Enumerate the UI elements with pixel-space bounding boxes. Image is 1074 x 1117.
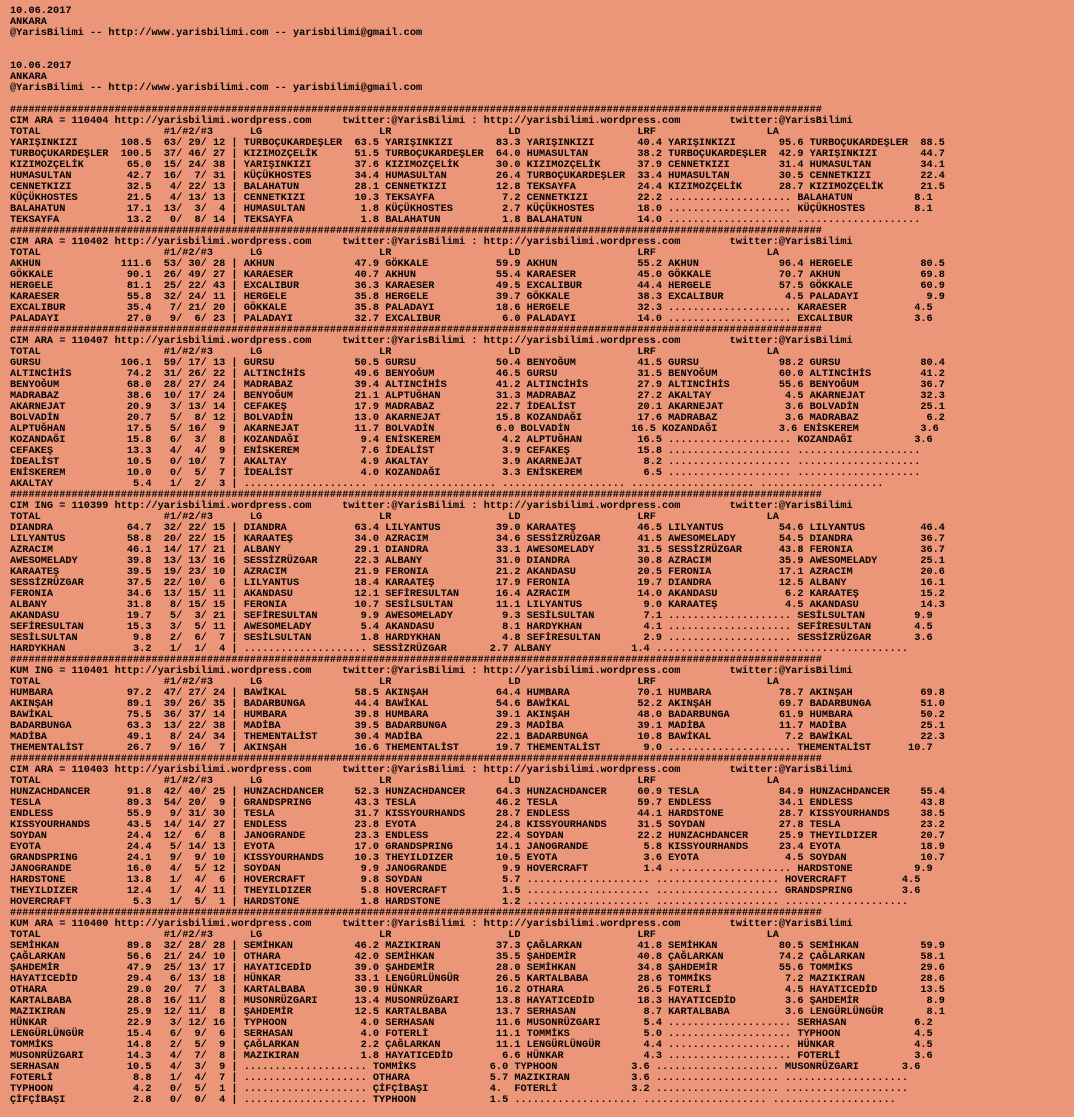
text-line: @YarisBilimi -- http://www.yarisbilimi.com -- yarisbilimi@gmail.com — [10, 82, 423, 94]
text-line: BENYOĞUM 68.0 28/ 27/ 24 | MADRABAZ 39.4 ALTINCİHİS 41.2 ALTINCİHİS 27.9 ALTINCİHİS 55.6 BENYOĞUM 36.7 — [10, 379, 945, 391]
text-line: CIM ING = 110399 http://yarisbilimi.wordpress.com twitter:@YarisBilimi : http://yarisbilimi.wordpress.com twitter:@YarisBilimi — [10, 500, 853, 512]
text-line: TURBOÇUKARDEŞLER 100.5 37/ 46/ 27 | KIZIMOZÇELİK 51.5 TURBOÇUKARDEŞLER 64.0 HUMASULTAN 38.2 TURBOÇUKARDEŞLER 42.9 YARIŞINKIZI 44.7 — [10, 148, 945, 160]
text-line: SESİLSULTAN 9.8 2/ 6/ 7 | SESİLSULTAN 1.8 HARDYKHAN 4.8 SEFİRESULTAN 2.9 .................... SESSİZRÜZGAR 3.6 — [10, 632, 933, 644]
text-line: EXCALIBUR 35.4 7/ 21/ 20 | GÖKKALE 35.8 PALADAYI 18.6 HERGELE 32.3 .................... KARAESER 4.5 — [10, 302, 933, 314]
text-line: GÖKKALE 90.1 26/ 49/ 27 | KARAESER 40.7 AKHUN 55.4 KARAESER 45.0 GÖKKALE 70.7 AKHUN 69.8 — [10, 269, 945, 281]
text-line: TEKSAYFA 13.2 0/ 8/ 14 | TEKSAYFA 1.8 BALAHATUN 1.8 BALAHATUN 14.0 .................... .................... — [10, 214, 921, 226]
text-line: MAZIKIRAN 25.9 12/ 11/ 8 | ŞAHDEMİR 12.5 KARTALBABA 13.7 SERHASAN 8.7 KARTALBABA 3.6 LENGÜRLÜNGÜR 8.1 — [10, 1006, 945, 1018]
separator-line: #################################################################################################################################### — [10, 104, 822, 116]
text-line: AKINŞAH 89.1 39/ 26/ 35 | BADARBUNGA 44.4 BAWİKAL 54.6 BAWİKAL 52.2 AKINŞAH 69.7 BADARBUNGA 51.0 — [10, 698, 945, 710]
blank-line — [10, 50, 945, 61]
text-line: JANOGRANDE 16.0 4/ 5/ 12 | SOYDAN 9.9 JANOGRANDE 9.9 HOVERCRAFT 1.4 .................... HARDSTONE 9.9 — [10, 863, 933, 875]
text-line: MADİBA 49.1 8/ 24/ 34 | THEMENTALİST 30.4 MADİBA 22.1 BADARBUNGA 10.8 BAWİKAL 7.2 BAWİKAL 22.3 — [10, 731, 945, 743]
text-line: HARDSTONE 13.8 1/ 4/ 6 | HOVERCRAFT 9.8 SOYDAN 5.7 .................... .................... HOVERCRAFT 4.5 — [10, 874, 921, 886]
text-line: YARIŞINKIZI 108.5 63/ 29/ 12 | TURBOÇUKARDEŞLER 63.5 YARIŞINKIZI 83.3 YARIŞINKIZI 40.4 YARIŞINKIZI 95.6 TURBOÇUKARDEŞLER 88.5 — [10, 137, 945, 149]
text-line: AKHUN 111.6 53/ 30/ 28 | AKHUN 47.9 GÖKKALE 59.9 AKHUN 55.2 AKHUN 96.4 HERGELE 80.5 — [10, 258, 945, 270]
text-line: KARAESER 55.8 32/ 24/ 11 | HERGELE 35.8 HERGELE 39.7 GÖKKALE 38.3 EXCALIBUR 4.5 PALADAYI 9.9 — [10, 291, 945, 303]
text-line: ANKARA — [10, 16, 47, 28]
text-line: THEYILDIZER 12.4 1/ 4/ 11 | THEYILDIZER 5.8 HOVERCRAFT 1.5 .................... .................... GRANDSPRING 3.6 — [10, 885, 921, 897]
text-line: ALTINCİHİS 74.2 31/ 26/ 22 | ALTINCİHİS 49.6 BENYOĞUM 46.5 GURSU 31.5 BENYOĞUM 60.0 ALTINCİHİS 41.2 — [10, 368, 945, 380]
text-line: KARAATEŞ 39.5 19/ 23/ 10 | AZRACIM 21.9 FERONIA 21.2 AKANDASU 20.5 FERONIA 17.1 AZRACIM 20.6 — [10, 566, 945, 578]
text-line: OTHARA 29.0 20/ 7/ 3 | KARTALBABA 30.9 HÜNKAR 16.2 OTHARA 26.5 FOTERLİ 4.5 HAYATICEDİD 13.5 — [10, 984, 945, 996]
text-line: HARDYKHAN 3.2 1/ 1/ 4 | .................... SESSİZRÜZGAR 2.7 ALBANY 1.4 .................... .................... — [10, 643, 909, 655]
text-line: CEFAKEŞ 13.3 4/ 4/ 9 | ENİSKEREM 7.6 İDEALİST 3.9 CEFAKEŞ 15.8 .................... .................... — [10, 445, 921, 457]
text-line: ALBANY 31.8 8/ 15/ 15 | FERONIA 10.7 SESİLSULTAN 11.1 LILYANTUS 9.0 KARAATEŞ 4.5 AKANDASU 14.3 — [10, 599, 945, 611]
text-line: SOYDAN 24.4 12/ 6/ 8 | JANOGRANDE 23.3 ENDLESS 22.4 SOYDAN 22.2 HUNZACHDANCER 25.9 THEYILDIZER 20.7 — [10, 830, 945, 842]
text-line: TOTAL #1/#2/#3 LG LR LD LRF LA — [10, 676, 779, 688]
text-line: TYPHOON 4.2 0/ 5/ 1 | .................... ÇİFÇİBAŞI 4. FOTERLİ 3.2 .................... .................... — [10, 1083, 909, 1095]
text-line: KUM ING = 110401 http://yarisbilimi.wordpress.com twitter:@YarisBilimi : http://yarisbilimi.wordpress.com twitter:@YarisBilimi — [10, 665, 853, 677]
text-line: CIM ARA = 110403 http://yarisbilimi.wordpress.com twitter:@YarisBilimi : http://yarisbilimi.wordpress.com twitter:@YarisBilimi — [10, 764, 853, 776]
text-line: KARTALBABA 28.8 16/ 11/ 8 | MUSONRÜZGARI 13.4 MUSONRÜZGARI 13.8 HAYATICEDİD 18.3 HAYATICEDİD 3.6 ŞAHDEMİR 8.9 — [10, 995, 945, 1007]
separator-line: #################################################################################################################################### — [10, 907, 822, 919]
text-line: PALADAYI 27.0 9/ 6/ 23 | PALADAYI 32.7 EXCALIBUR 6.0 PALADAYI 14.0 .................... EXCALIBUR 3.6 — [10, 313, 933, 325]
text-line: GURSU 106.1 59/ 17/ 13 | GURSU 50.5 GURSU 50.4 BENYOĞUM 41.5 GURSU 98.2 GURSU 80.4 — [10, 357, 945, 369]
text-line: BOLVADİN 20.7 5/ 8/ 12 | BOLVADİN 13.0 AKARNEJAT 15.8 KOZANDAĞI 17.6 MADRABAZ 3.6 MADRABAZ 6.2 — [10, 412, 945, 424]
text-line: CENNETKIZI 32.5 4/ 22/ 13 | BALAHATUN 28.1 CENNETKIZI 12.8 TEKSAYFA 24.4 KIZIMOZÇELİK 28.7 KIZIMOZÇELİK 21.5 — [10, 181, 945, 193]
text-line: KUM ARA = 110400 http://yarisbilimi.wordpress.com twitter:@YarisBilimi : http://yarisbilimi.wordpress.com twitter:@YarisBilimi — [10, 918, 853, 930]
text-line: BADARBUNGA 63.3 13/ 22/ 38 | MADİBA 39.5 BADARBUNGA 29.3 MADİBA 39.1 MADİBA 11.7 MADİBA 25.1 — [10, 720, 945, 732]
text-line: TOTAL #1/#2/#3 LG LR LD LRF LA — [10, 511, 779, 523]
text-line: THEMENTALİST 26.7 9/ 16/ 7 | AKINŞAH 16.6 THEMENTALİST 19.7 THEMENTALİST 9.0 .................... THEMENTALİST 10.7 — [10, 742, 933, 754]
text-line: LILYANTUS 58.8 20/ 22/ 15 | KARAATEŞ 34.0 AZRACIM 34.6 SESSİZRÜZGAR 41.5 AWESOMELADY 54.5 DIANDRA 36.7 — [10, 533, 945, 545]
text-line: ENİSKEREM 10.0 0/ 5/ 7 | İDEALİST 4.0 KOZANDAĞI 3.3 ENİSKEREM 6.5 .................... .................... — [10, 467, 921, 479]
text-line: HAYATICEDİD 29.4 6/ 13/ 18 | HÜNKAR 33.1 LENGÜRLÜNGÜR 26.5 KARTALBABA 28.6 TOMMİKS 7.2 MAZIKIRAN 28.6 — [10, 973, 945, 985]
text-line: İDEALİST 10.5 0/ 10/ 7 | AKALTAY 4.9 AKALTAY 3.9 AKARNEJAT 8.2 .................... .................... — [10, 456, 921, 468]
text-line: EYOTA 24.4 5/ 14/ 13 | EYOTA 17.0 GRANDSPRING 14.1 JANOGRANDE 5.8 KISSYOURHANDS 23.4 EYOTA 18.9 — [10, 841, 945, 853]
text-line: HOVERCRAFT 5.3 1/ 5/ 1 | HARDSTONE 1.8 HARDSTONE 1.2 .................... .................... .................... — [10, 896, 909, 908]
text-line: @YarisBilimi -- http://www.yarisbilimi.com -- yarisbilimi@gmail.com — [10, 27, 423, 39]
text-line: KIZIMOZÇELİK 65.0 15/ 24/ 38 | YARIŞINKIZI 37.6 KIZIMOZÇELİK 30.0 KIZIMOZÇELİK 37.9 CENNETKIZI 31.4 HUMASULTAN 34.1 — [10, 159, 945, 171]
text-line: KOZANDAĞI 15.8 6/ 3/ 8 | KOZANDAĞI 9.4 ENİSKEREM 4.2 ALPTUĞHAN 16.5 .................... KOZANDAĞI 3.6 — [10, 434, 933, 446]
separator-line: #################################################################################################################################### — [10, 753, 822, 765]
text-line: GRANDSPRING 24.1 9/ 9/ 10 | KISSYOURHANDS 10.3 THEYILDIZER 10.5 EYOTA 3.6 EYOTA 4.5 SOYDAN 10.7 — [10, 852, 945, 864]
text-line: HUNZACHDANCER 91.8 42/ 40/ 25 | HUNZACHDANCER 52.3 HUNZACHDANCER 64.3 HUNZACHDANCER 60.9 TESLA 84.9 HUNZACHDANCER 55.4 — [10, 786, 945, 798]
text-line: AKARNEJAT 20.9 3/ 13/ 14 | CEFAKEŞ 17.9 MADRABAZ 22.7 İDEALİST 20.1 AKARNEJAT 3.6 BOLVADİN 25.1 — [10, 401, 945, 413]
text-line: MADRABAZ 38.6 10/ 17/ 24 | BENYOĞUM 21.1 ALPTUĞHAN 31.3 MADRABAZ 27.2 AKALTAY 4.5 AKARNEJAT 32.3 — [10, 390, 945, 402]
text-line: ÇİFÇİBAŞI 2.8 0/ 0/ 4 | .................... TYPHOON 1.5 .................... .................... .................... — [10, 1094, 896, 1106]
text-line: HERGELE 81.1 25/ 22/ 43 | EXCALIBUR 36.3 KARAESER 49.5 EXCALIBUR 44.4 HERGELE 57.5 GÖKKALE 60.9 — [10, 280, 945, 292]
text-line: 10.06.2017 — [10, 60, 72, 72]
separator-line: #################################################################################################################################### — [10, 324, 822, 336]
separator-line: #################################################################################################################################### — [10, 225, 822, 237]
text-line: TOTAL #1/#2/#3 LG LR LD LRF LA — [10, 247, 779, 259]
blank-line — [10, 39, 945, 50]
text-line: 10.06.2017 — [10, 5, 72, 17]
text-line: ANKARA — [10, 71, 47, 83]
text-line: ÇAĞLARKAN 56.6 21/ 24/ 10 | OTHARA 42.0 SEMİHKAN 35.5 ŞAHDEMİR 40.8 ÇAĞLARKAN 74.2 ÇAĞLARKAN 58.1 — [10, 951, 945, 963]
text-line: FOTERLİ 8.8 1/ 4/ 7 | .................... OTHARA 5.7 MAZIKIRAN 3.6 .................... .................... — [10, 1072, 909, 1084]
text-line: TOTAL #1/#2/#3 LG LR LD LRF LA — [10, 775, 779, 787]
text-line: AWESOMELADY 39.8 13/ 13/ 16 | SESSİZRÜZGAR 22.3 ALBANY 31.0 DIANDRA 30.8 AZRACIM 35.9 AWESOMELADY 25.1 — [10, 555, 945, 567]
text-line: MUSONRÜZGARI 14.3 4/ 7/ 8 | MAZIKIRAN 1.8 HAYATICEDİD 6.6 HÜNKAR 4.3 .................... FOTERLİ 3.6 — [10, 1050, 933, 1062]
text-line: TOTAL #1/#2/#3 LG LR LD LRF LA — [10, 929, 779, 941]
race-stats-document — [10, 6, 945, 1106]
text-line: CIM ARA = 110407 http://yarisbilimi.wordpress.com twitter:@YarisBilimi : http://yarisbilimi.wordpress.com twitter:@YarisBilimi — [10, 335, 853, 347]
text-line: KISSYOURHANDS 43.5 14/ 14/ 27 | ENDLESS 23.8 EYOTA 24.8 KISSYOURHANDS 31.5 SOYDAN 27.8 TESLA 23.2 — [10, 819, 945, 831]
text-line: BAWİKAL 75.5 36/ 37/ 14 | HUMBARA 39.8 HUMBARA 39.1 AKINŞAH 48.0 BADARBUNGA 61.9 HUMBARA 50.2 — [10, 709, 945, 721]
text-line: TOTAL #1/#2/#3 LG LR LD LRF LA — [10, 346, 779, 358]
text-line: DIANDRA 64.7 32/ 22/ 15 | DIANDRA 63.4 LILYANTUS 39.0 KARAATEŞ 46.5 LILYANTUS 54.6 LILYANTUS 46.4 — [10, 522, 945, 534]
separator-line: #################################################################################################################################### — [10, 489, 822, 501]
text-line: TOMMİKS 14.8 2/ 5/ 9 | ÇAĞLARKAN 2.2 ÇAĞLARKAN 11.1 LENGÜRLÜNGÜR 4.4 .................... HÜNKAR 4.5 — [10, 1039, 933, 1051]
text-line: TESLA 89.3 54/ 20/ 9 | GRANDSPRING 43.3 TESLA 46.2 TESLA 59.7 ENDLESS 34.1 ENDLESS 43.8 — [10, 797, 945, 809]
text-line: AKALTAY 5.4 1/ 2/ 3 | .................... .................... .................... .................... .................... — [10, 478, 884, 490]
text-line: CIM ARA = 110402 http://yarisbilimi.wordpress.com twitter:@YarisBilimi : http://yarisbilimi.wordpress.com twitter:@YarisBilimi — [10, 236, 853, 248]
text-line: ENDLESS 55.9 9/ 31/ 30 | TESLA 31.7 KISSYOURHANDS 28.7 ENDLESS 44.1 HARDSTONE 28.7 KISSYOURHANDS 38.5 — [10, 808, 945, 820]
text-line: KÜÇÜKHOSTES 21.5 4/ 13/ 13 | CENNETKIZI 10.3 TEKSAYFA 7.2 CENNETKIZI 22.2 .................... BALAHATUN 8.1 — [10, 192, 933, 204]
text-line: SEMİHKAN 89.8 32/ 28/ 28 | SEMİHKAN 46.2 MAZIKIRAN 37.3 ÇAĞLARKAN 41.8 SEMİHKAN 80.5 SEMİHKAN 59.9 — [10, 940, 945, 952]
text-line: SERHASAN 10.5 4/ 3/ 9 | .................... TOMMİKS 6.0 TYPHOON 3.6 .................... MUSONRÜZGARI 3.6 — [10, 1061, 921, 1073]
text-line: SEFİRESULTAN 15.3 3/ 5/ 11 | AWESOMELADY 5.4 AKANDASU 8.1 HARDYKHAN 4.1 .................... SEFİRESULTAN 4.5 — [10, 621, 933, 633]
text-line: AKANDASU 19.7 5/ 3/ 21 | SEFİRESULTAN 9.9 AWESOMELADY 9.3 SESİLSULTAN 7.1 .................... SESİLSULTAN 9.9 — [10, 610, 933, 622]
text-line: BALAHATUN 17.1 13/ 3/ 4 | HUMASULTAN 1.8 KÜÇÜKHOSTES 2.7 KÜÇÜKHOSTES 18.0 .................... KÜÇÜKHOSTES 8.1 — [10, 203, 933, 215]
text-line: TOTAL #1/#2/#3 LG LR LD LRF LA — [10, 126, 779, 138]
text-line: CIM ARA = 110404 http://yarisbilimi.wordpress.com twitter:@YarisBilimi : http://yarisbilimi.wordpress.com twitter:@YarisBilimi — [10, 115, 853, 127]
text-line: HUMBARA 97.2 47/ 27/ 24 | BAWİKAL 58.5 AKINŞAH 64.4 HUMBARA 70.1 HUMBARA 78.7 AKINŞAH 69.8 — [10, 687, 945, 699]
text-line: FERONIA 34.6 13/ 15/ 11 | AKANDASU 12.1 SEFİRESULTAN 16.4 AZRACIM 14.0 AKANDASU 6.2 KARAATEŞ 15.2 — [10, 588, 945, 600]
text-line: HÜNKAR 22.9 3/ 12/ 16 | TYPHOON 4.0 SERHASAN 11.6 MUSONRÜZGARI 5.4 .................... SERHASAN 6.2 — [10, 1017, 933, 1029]
text-line: LENGÜRLÜNGÜR 15.4 6/ 9/ 6 | SERHASAN 4.0 FOTERLİ 11.1 TOMMİKS 5.0 .................... TYPHOON 4.5 — [10, 1028, 933, 1040]
separator-line: #################################################################################################################################### — [10, 654, 822, 666]
text-line: SESSİZRÜZGAR 37.5 22/ 10/ 6 | LILYANTUS 18.4 KARAATEŞ 17.9 FERONIA 19.7 DIANDRA 12.5 ALBANY 16.1 — [10, 577, 945, 589]
text-line: ALPTUĞHAN 17.5 5/ 16/ 9 | AKARNEJAT 11.7 BOLVADİN 6.0 BOLVADİN 16.5 KOZANDAĞI 3.6 ENİSKEREM 3.6 — [10, 423, 939, 435]
text-line: ŞAHDEMİR 47.9 25/ 13/ 17 | HAYATICEDİD 39.0 ŞAHDEMİR 28.0 SEMİHKAN 34.8 ŞAHDEMİR 55.6 TOMMİKS 29.6 — [10, 962, 945, 974]
text-line: AZRACIM 46.1 14/ 17/ 21 | ALBANY 29.1 DIANDRA 33.1 AWESOMELADY 31.5 SESSİZRÜZGAR 43.8 FERONIA 36.7 — [10, 544, 945, 556]
text-line: HUMASULTAN 42.7 16/ 7/ 31 | KÜÇÜKHOSTES 34.4 HUMASULTAN 26.4 TURBOÇUKARDEŞLER 33.4 HUMASULTAN 30.5 CENNETKIZI 22.4 — [10, 170, 945, 182]
